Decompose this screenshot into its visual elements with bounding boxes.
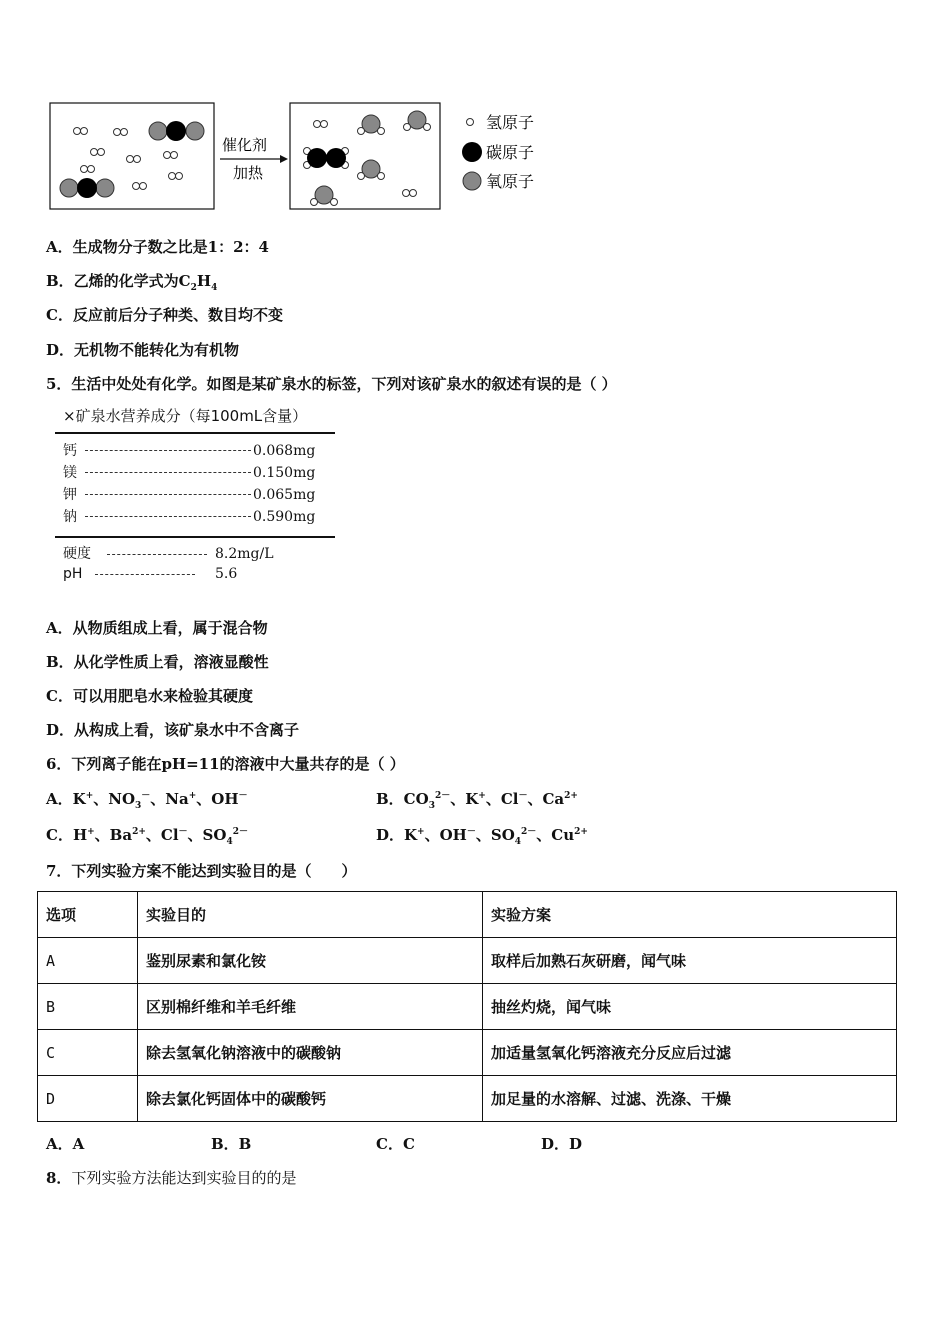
q6-option-b: B．$CO_3^{2-}$、K+、Cl－、$Ca^{2+}$ [376, 790, 578, 811]
q5-option-d: D．从构成上看，该矿泉水中不含离子 [46, 721, 300, 739]
q7-stem: 7．下列实验方案不能达到实验目的是（ ） [46, 862, 357, 880]
nutrient-value: 0.150mg [253, 465, 316, 481]
nutrient-row [55, 440, 355, 462]
legend-hydrogen-label: 氢原子 [486, 113, 535, 132]
q4-option-d: D．无机物不能转化为有机物 [46, 341, 240, 359]
header-purpose: 实验目的 [138, 892, 483, 938]
row-purpose: 除去氢氧化钠溶液中的碳酸钠 [138, 1030, 483, 1076]
row-scheme: 抽丝灼烧，闻气味 [483, 984, 897, 1030]
q5-stem: 5．生活中处处有化学。如图是某矿泉水的标签，下列对该矿泉水的叙述有误的是（ ） [46, 375, 617, 393]
mineral-water-label [55, 405, 355, 584]
q6-option-a: A．K+、$NO_3^-$、Na+、OH－ [46, 790, 248, 811]
oxygen-legend-icon [463, 172, 481, 190]
q7-answer-c: C．C [376, 1135, 415, 1153]
q4-option-b-sub1: 2 [190, 283, 197, 293]
row-scheme: 加适量氢氧化钙溶液充分反应后过滤 [483, 1030, 897, 1076]
legend-oxygen-label: 氧原子 [486, 172, 535, 191]
nutrient-name: 镁 [63, 465, 77, 481]
reaction-diagram-svg [40, 98, 560, 216]
nutrient-value: 0.065mg [253, 487, 316, 503]
carbon-legend-icon [462, 142, 482, 162]
ph-value: 5.6 [215, 566, 238, 582]
row-purpose: 鉴别尿素和氯化铵 [138, 938, 483, 984]
table-header-row [38, 892, 897, 938]
q4-option-c: C．反应前后分子种类、数目均不变 [46, 306, 283, 324]
nutrient-value: 0.590mg [253, 509, 316, 525]
label-bottom-rule [55, 536, 335, 538]
ph-name: pH [63, 566, 83, 582]
experiment-table [37, 891, 897, 1122]
nutrient-row [55, 484, 355, 506]
row-option: B [38, 984, 138, 1030]
q7-answer-a: A．A [46, 1135, 85, 1153]
legend [462, 113, 534, 191]
reactant-co2-2 [60, 178, 114, 198]
nutrient-row [55, 506, 355, 528]
q5-option-a: A．从物质组成上看，属于混合物 [46, 619, 268, 637]
q6-stem: 6．下列离子能在pH=11的溶液中大量共存的是（ ） [46, 755, 405, 773]
heat-label: 加热 [233, 164, 264, 182]
hardness-row [55, 544, 355, 564]
header-scheme: 实验方案 [483, 892, 897, 938]
nutrient-value: 0.068mg [253, 443, 316, 459]
q4-option-b [46, 270, 217, 291]
catalyst-label: 催化剂 [222, 136, 268, 154]
row-option: C [38, 1030, 138, 1076]
nutrient-name: 钠 [63, 509, 77, 525]
q7-answer-b: B．B [211, 1135, 252, 1153]
q4-option-b-prefix: B．乙烯的化学式为C [46, 272, 191, 290]
q8-number: 8． [46, 1169, 72, 1187]
table-row [38, 938, 897, 984]
arrow-head [280, 155, 288, 163]
row-scheme: 加足量的水溶解、过滤、洗涤、干燥 [483, 1076, 897, 1122]
nutrient-row [55, 462, 355, 484]
q4-option-b-sub2: 4 [211, 283, 218, 293]
q5-option-c: C．可以用肥皂水来检验其硬度 [46, 687, 253, 705]
q4-option-b-mid: H [196, 272, 212, 290]
q6-option-c: C．H+、$Ba^{2+}$、Cl－、$SO_4^{2-}$ [46, 826, 248, 847]
table-row [38, 1076, 897, 1122]
nutrient-name: 钙 [63, 443, 77, 459]
q7-answer-d: D．D [541, 1135, 583, 1153]
table-row [38, 1030, 897, 1076]
header-option: 选项 [38, 892, 138, 938]
row-scheme: 取样后加熟石灰研磨，闻气味 [483, 938, 897, 984]
q8-stem [46, 1167, 296, 1188]
q5-option-b: B．从化学性质上看，溶液显酸性 [46, 653, 269, 671]
q4-option-a: A．生成物分子数之比是1：2：4 [46, 238, 269, 256]
row-purpose: 除去氯化钙固体中的碳酸钙 [138, 1076, 483, 1122]
nutrient-name: 钾 [63, 487, 77, 503]
row-option: A [38, 938, 138, 984]
hydrogen-legend-icon [467, 119, 474, 126]
hardness-value: 8.2mg/L [215, 546, 274, 562]
ph-row [55, 564, 355, 584]
table-row [38, 984, 897, 1030]
row-purpose: 区别棉纤维和羊毛纤维 [138, 984, 483, 1030]
label-title: ×矿泉水营养成分（每100mL含量） [63, 407, 308, 425]
q8-text: 下列实验方法能达到实验目的的是 [71, 1169, 297, 1187]
reactant-co2-1 [149, 121, 204, 141]
hardness-name: 硬度 [63, 546, 91, 562]
reaction-diagram [40, 98, 560, 220]
row-option: D [38, 1076, 138, 1122]
legend-carbon-label: 碳原子 [486, 143, 535, 162]
q6-option-d: D．K+、OH－、$SO_4^{2-}$、$Cu^{2+}$ [376, 826, 588, 847]
